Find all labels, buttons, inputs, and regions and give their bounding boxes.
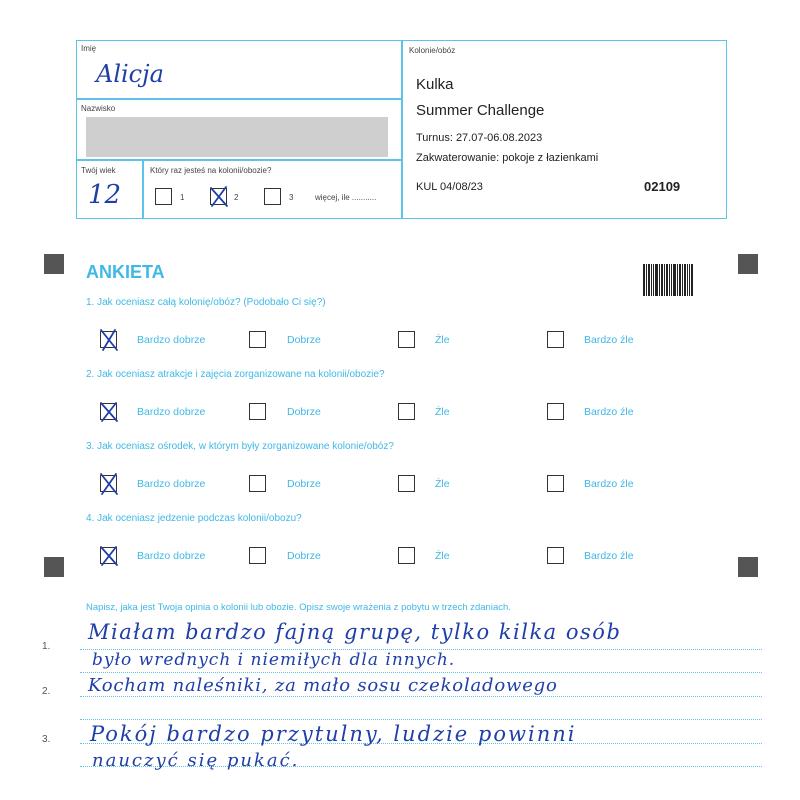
turnus: Turnus: 27.07-06.08.2023 xyxy=(416,132,543,144)
surname-divider xyxy=(76,159,402,161)
q2-option-bardzo-zle[interactable] xyxy=(547,403,564,420)
check-mark-icon xyxy=(98,328,120,352)
check-mark-icon xyxy=(208,185,230,209)
handwriting-line-5: nauczyć się pukać. xyxy=(92,750,300,771)
question-2: 2. Jak oceniasz atrakcje i zajęcia zorganizowane na kolonii/obozie? xyxy=(86,369,385,380)
camp-name-line1: Kulka xyxy=(416,76,454,93)
check-mark-icon xyxy=(98,544,120,568)
handwriting-line-3: Kocham naleśniki, za mało sosu czekoladowego xyxy=(88,675,558,696)
q4-option-dobrze[interactable] xyxy=(249,547,266,564)
check-mark-icon xyxy=(98,400,120,424)
name-label: Imię xyxy=(81,44,97,53)
corner-marker-tr xyxy=(738,254,758,274)
barcode xyxy=(643,264,697,296)
line-number-2: 2. xyxy=(42,686,51,697)
times-option-2: 2 xyxy=(234,193,239,202)
name-divider xyxy=(76,98,402,100)
q1-label-bardzo-zle: Bardzo źle xyxy=(584,334,634,346)
corner-marker-br xyxy=(738,557,758,577)
q2-label-bardzo-zle: Bardzo źle xyxy=(584,406,634,418)
writing-line xyxy=(80,672,762,673)
q2-option-bardzo-dobrze[interactable] xyxy=(100,403,117,420)
q3-option-dobrze[interactable] xyxy=(249,475,266,492)
surname-label: Nazwisko xyxy=(81,104,116,113)
q4-label-zle: Źle xyxy=(435,550,450,562)
camp-code: KUL 04/08/23 xyxy=(416,181,483,193)
times-checkbox-2[interactable] xyxy=(210,188,227,205)
q1-label-dobrze: Dobrze xyxy=(287,334,321,346)
line-number-3: 3. xyxy=(42,734,51,745)
q3-option-bardzo-dobrze[interactable] xyxy=(100,475,117,492)
times-checkbox-3[interactable] xyxy=(264,188,281,205)
accommodation: Zakwaterowanie: pokoje z łazienkami xyxy=(416,152,599,164)
corner-marker-tl xyxy=(44,254,64,274)
q3-label-zle: Źle xyxy=(435,478,450,490)
q4-option-bardzo-dobrze[interactable] xyxy=(100,547,117,564)
question-3: 3. Jak oceniasz ośrodek, w którym były zorganizowane kolonie/obóz? xyxy=(86,441,394,452)
q1-option-bardzo-dobrze[interactable] xyxy=(100,331,117,348)
age-divider xyxy=(142,159,144,219)
q1-label-bardzo-dobrze: Bardzo dobrze xyxy=(137,334,206,346)
corner-marker-bl xyxy=(44,557,64,577)
handwriting-line-2: było wrednych i niemiłych dla innych. xyxy=(92,650,456,670)
name-value: Alicja xyxy=(96,60,164,88)
times-option-3: 3 xyxy=(289,193,294,202)
q1-label-zle: Źle xyxy=(435,334,450,346)
writing-line xyxy=(80,719,762,720)
q4-label-dobrze: Dobrze xyxy=(287,550,321,562)
q2-label-dobrze: Dobrze xyxy=(287,406,321,418)
question-1: 1. Jak oceniasz całą kolonię/obóz? (Podobało Ci się?) xyxy=(86,297,326,308)
times-more: więcej, ile ........... xyxy=(315,193,377,202)
form-number: 02109 xyxy=(644,179,681,194)
question-4: 4. Jak oceniasz jedzenie podczas kolonii/obozu? xyxy=(86,513,302,524)
q3-label-bardzo-zle: Bardzo źle xyxy=(584,478,634,490)
q2-option-zle[interactable] xyxy=(398,403,415,420)
q4-label-bardzo-zle: Bardzo źle xyxy=(584,550,634,562)
times-checkbox-1[interactable] xyxy=(155,188,172,205)
survey-title: ANKIETA xyxy=(86,262,165,282)
q2-label-zle: Źle xyxy=(435,406,450,418)
header-divider xyxy=(401,40,403,219)
age-label: Twój wiek xyxy=(81,166,116,175)
q2-label-bardzo-dobrze: Bardzo dobrze xyxy=(137,406,206,418)
handwriting-line-4: Pokój bardzo przytulny, ludzie powinni xyxy=(90,722,577,746)
camp-label: Kolonie/obóz xyxy=(409,46,456,55)
q1-option-bardzo-zle[interactable] xyxy=(547,331,564,348)
age-value: 12 xyxy=(88,180,122,210)
q3-label-bardzo-dobrze: Bardzo dobrze xyxy=(137,478,206,490)
line-number-1: 1. xyxy=(42,641,51,652)
q3-option-bardzo-zle[interactable] xyxy=(547,475,564,492)
handwriting-line-1: Miałam bardzo fajną grupę, tylko kilka osób xyxy=(88,620,622,644)
q1-option-zle[interactable] xyxy=(398,331,415,348)
q3-option-zle[interactable] xyxy=(398,475,415,492)
q4-option-bardzo-zle[interactable] xyxy=(547,547,564,564)
times-label: Który raz jesteś na kolonii/obozie? xyxy=(150,166,272,175)
q1-option-dobrze[interactable] xyxy=(249,331,266,348)
surname-redaction xyxy=(86,117,388,157)
check-mark-icon xyxy=(98,472,120,496)
writing-line xyxy=(80,696,762,697)
opinion-prompt: Napisz, jaka jest Twoja opinia o kolonii lub obozie. Opisz swoje wrażenia z pobytu w trzech zdaniach. xyxy=(86,602,511,613)
q4-option-zle[interactable] xyxy=(398,547,415,564)
camp-name-line2: Summer Challenge xyxy=(416,102,545,119)
q2-option-dobrze[interactable] xyxy=(249,403,266,420)
q4-label-bardzo-dobrze: Bardzo dobrze xyxy=(137,550,206,562)
q3-label-dobrze: Dobrze xyxy=(287,478,321,490)
times-option-1: 1 xyxy=(180,193,185,202)
